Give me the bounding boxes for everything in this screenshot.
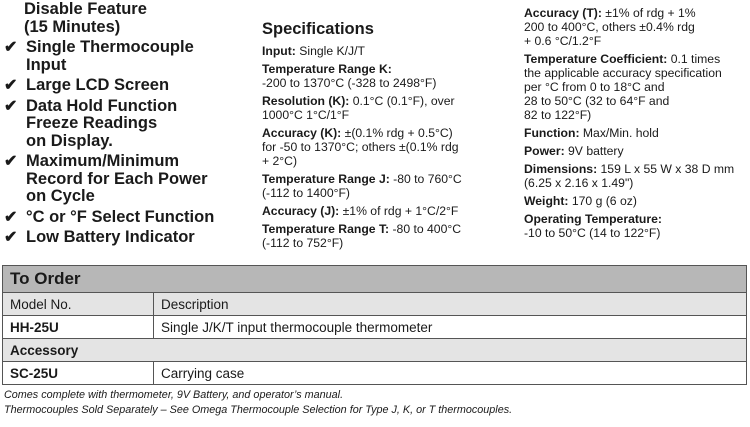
specs-title: Specifications — [262, 20, 374, 38]
spec-label: Temperature Coefficient: — [524, 52, 668, 66]
spec-item — [262, 222, 520, 250]
order-table — [2, 265, 747, 385]
spec-item — [524, 144, 750, 158]
checkmark-icon: ✔ — [4, 153, 18, 170]
spec-item — [262, 44, 520, 58]
spec-item — [524, 6, 750, 48]
spec-label: Weight: — [524, 194, 569, 208]
feature-item — [2, 209, 250, 227]
spec-item — [262, 62, 520, 90]
spec-value: 170 g (6 oz) — [568, 194, 637, 208]
spec-item — [524, 212, 750, 240]
spec-value: 0.1 times the applicable accuracy specification per °C from 0 to 18°C and 28 to 50°C (32 to 64°F and 82 to 122°F) — [524, 52, 722, 122]
footnote-thermocouples: Thermocouples Sold Separately – See Omega Thermocouple Selection for Type J, K, or T thermocouples. — [4, 404, 513, 416]
row-desc-hh25u: Single J/K/T input thermocouple thermometer — [154, 316, 747, 339]
spec-item — [262, 172, 520, 200]
spec-label: Resolution (K): — [262, 94, 350, 108]
row-model-hh25u: HH-25U — [3, 316, 154, 339]
spec-value: 159 L x 55 W x 38 D mm (6.25 x 2.16 x 1.49") — [524, 162, 735, 190]
spec-item — [262, 204, 520, 218]
spec-label: Power: — [524, 144, 565, 158]
checkmark-icon: ✔ — [4, 77, 18, 94]
feature-text: Data Hold Function Freeze Readings on Display. — [26, 96, 178, 150]
spec-item — [524, 126, 750, 140]
spec-label: Temperature Range J: — [262, 172, 390, 186]
spec-value: -200 to 1370°C (-328 to 2498°F) — [262, 76, 437, 90]
checkmark-icon: ✔ — [4, 97, 18, 115]
spec-item — [524, 194, 750, 208]
feature-item — [2, 229, 250, 247]
accessory-header: Accessory — [3, 339, 747, 362]
features-list — [2, 1, 250, 250]
feature-item — [2, 77, 250, 95]
feature-text: Maximum/Minimum Record for Each Power on Cycle — [26, 152, 208, 205]
spec-label: Function: — [524, 126, 580, 140]
feature-item — [2, 98, 250, 151]
row-desc-sc25u: Carrying case — [154, 362, 747, 385]
order-table-title: To Order — [3, 266, 747, 293]
feature-item — [2, 39, 250, 74]
spec-label: Accuracy (J): — [262, 204, 340, 218]
spec-value: 0.1°C (0.1°F), over 1000°C 1°C/1°F — [262, 94, 455, 122]
feature-item — [2, 1, 250, 36]
row-model-sc25u: SC-25U — [3, 362, 154, 385]
feature-text: Low Battery Indicator — [26, 228, 195, 246]
footnote-contents: Comes complete with thermometer, 9V Battery, and operator’s manual. — [4, 389, 344, 401]
spec-label: Dimensions: — [524, 162, 598, 176]
header-description: Description — [154, 293, 747, 316]
spec-label: Operating Temperature: — [524, 212, 662, 226]
spec-item — [524, 52, 750, 122]
spec-item — [524, 162, 750, 190]
spec-value: -10 to 50°C (14 to 122°F) — [524, 226, 661, 240]
spec-label: Temperature Range T: — [262, 222, 390, 236]
spec-value: ±1% of rdg + 1% 200 to 400°C, others ±0.4% rdg + 0.6 °C/1.2°F — [524, 6, 696, 48]
spec-value: ±(0.1% rdg + 0.5°C) for -50 to 1370°C; others ±(0.1% rdg + 2°C) — [262, 126, 459, 168]
spec-value: Max/Min. hold — [579, 126, 659, 140]
specifications-column-left — [262, 20, 520, 254]
spec-label: Input: — [262, 44, 296, 58]
feature-item — [2, 153, 250, 206]
spec-value: -80 to 400°C (-112 to 752°F) — [262, 222, 462, 250]
checkmark-icon: ✔ — [4, 229, 18, 246]
spec-value: 9V battery — [564, 144, 624, 158]
feature-text: Single Thermocouple Input — [26, 38, 194, 74]
spec-item — [262, 94, 520, 122]
spec-item — [262, 126, 520, 168]
header-model-no: Model No. — [3, 293, 154, 316]
spec-label: Accuracy (T): — [524, 6, 602, 20]
spec-label: Accuracy (K): — [262, 126, 342, 140]
spec-label: Temperature Range K: — [262, 62, 392, 76]
spec-value: Single K/J/T — [295, 44, 365, 58]
feature-text: Large LCD Screen — [26, 76, 170, 94]
checkmark-icon: ✔ — [4, 39, 18, 56]
checkmark-icon: ✔ — [4, 208, 18, 226]
feature-text: Disable Feature (15 Minutes) — [24, 0, 147, 36]
spec-value: -80 to 760°C (-112 to 1400°F) — [262, 172, 462, 200]
feature-text: °C or °F Select Function — [26, 207, 215, 226]
spec-value: ±1% of rdg + 1°C/2°F — [339, 204, 459, 218]
specifications-column-right — [524, 6, 750, 244]
